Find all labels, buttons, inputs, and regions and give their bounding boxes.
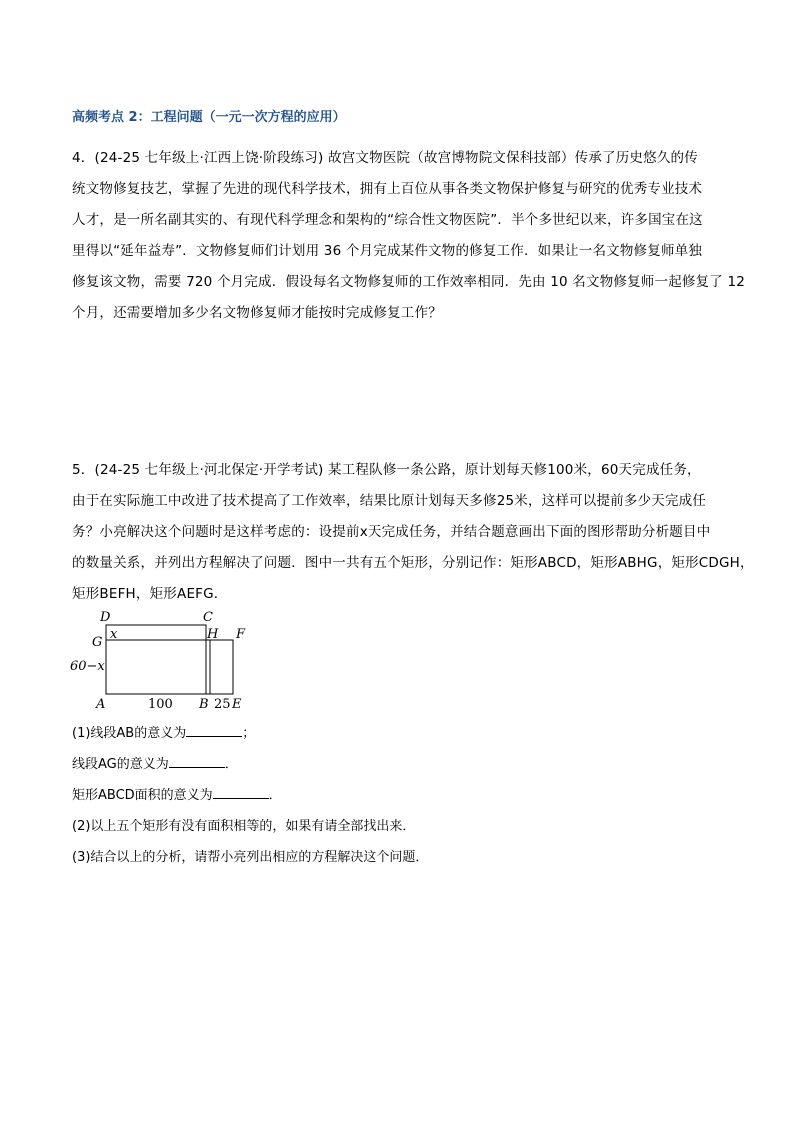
subquestion-3: (3)结合以上的分析，请帮小亮列出相应的方程解决这个问题． — [72, 850, 429, 865]
subquestion-1b — [72, 753, 238, 772]
label-b: B — [199, 697, 209, 710]
label-x: x — [110, 627, 118, 642]
label-a: A — [96, 697, 106, 710]
question-5-line: 务？小亮解决这个问题时是这样考虑的：设提前x天完成任务，并结合题意画出下面的图形帮助分析题目中 — [72, 524, 711, 540]
question-5-line: 由于在实际施工中改进了技术提高了工作效率，结果比原计划每天多修25米，这样可以提前多少天完成任 — [72, 493, 707, 509]
label-60-minus-x: 60−x — [70, 659, 105, 674]
subquestion-1a-text: (1)线段AB的意义为 — [72, 726, 187, 741]
label-d: D — [100, 610, 111, 625]
label-f: F — [236, 627, 246, 642]
question-4-line: 4．(24-25 七年级上·江西上饶·阶段练习) 故宫文物医院（故宫博物院文保科技部）传承了历史悠久的传 — [72, 150, 698, 166]
label-h: H — [207, 627, 219, 642]
answer-blank[interactable] — [169, 755, 225, 768]
question-4-line: 个月，还需要增加多少名文物修复师才能按时完成修复工作？ — [72, 305, 442, 321]
subquestion-1b-text: 线段AG的意义为 — [72, 757, 169, 772]
answer-blank[interactable] — [213, 786, 269, 799]
rectangle-abcd — [106, 625, 206, 694]
question-5-line: 矩形BEFH，矩形AEFG． — [72, 586, 228, 602]
label-25: 25 — [214, 697, 231, 710]
subquestion-1c — [72, 784, 282, 803]
question-4 — [72, 143, 746, 329]
question-4-line: 里得以“延年益寿”．文物修复师们计划用 36 个月完成某件文物的修复工作．如果让一名文物修复师单独 — [72, 243, 703, 259]
question-5-line: 的数量关系，并列出方程解决了问题．图中一共有五个矩形，分别记作：矩形ABCD，矩形ABHG，矩形CDGH， — [72, 555, 754, 571]
subquestion-1c-text: 矩形ABCD面积的意义为 — [72, 788, 213, 803]
subquestion-1a — [72, 722, 255, 741]
subquestion-2: (2)以上五个矩形有没有面积相等的，如果有请全部找出来． — [72, 819, 416, 834]
subquestion-1c-end: ． — [268, 788, 282, 803]
label-e: E — [232, 697, 242, 710]
label-c: C — [203, 610, 213, 625]
question-4-line: 统文物修复技艺，掌握了先进的现代科学技术，拥有上百位从事各类文物保护修复与研究的优秀专业技术 — [72, 181, 703, 197]
question-4-line: 人才，是一所名副其实的、有现代科学理念和架构的“综合性文物医院”．半个多世纪以来，许多国宝在这 — [72, 212, 703, 228]
question-4-line: 修复该文物，需要 720 个月完成．假设每名文物修复师的工作效率相同．先由 10 名文物修复师一起修复了 12 — [72, 274, 746, 290]
answer-blank[interactable] — [186, 724, 242, 737]
label-100: 100 — [148, 697, 173, 710]
subquestion-1a-end: ； — [242, 726, 256, 741]
question-5 — [72, 455, 754, 610]
question-5-line: 5．(24-25 七年级上·河北保定·开学考试) 某工程队修一条公路，原计划每天修100米，60天完成任务， — [72, 462, 701, 478]
subquestion-1b-end: ． — [224, 757, 238, 772]
label-g: G — [92, 635, 103, 650]
section-heading: 高频考点 2：工程问题（一元一次方程的应用） — [72, 110, 346, 125]
rectangle-diagram — [68, 608, 258, 710]
